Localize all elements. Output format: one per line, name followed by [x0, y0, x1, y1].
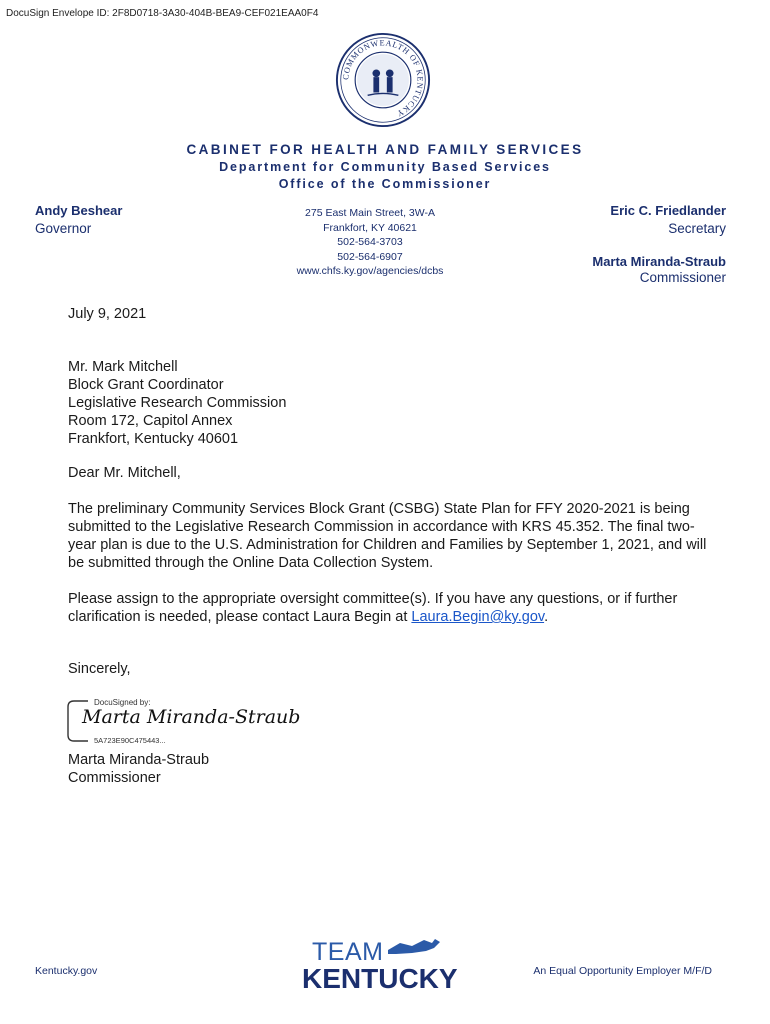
address-street: 275 East Main Street, 3W-A [305, 207, 435, 219]
address-phone-1: 502-564-3703 [337, 236, 403, 248]
team-kentucky-logo [300, 936, 475, 992]
governor-title: Governor [35, 221, 92, 236]
recipient-line: Frankfort, Kentucky 40601 [68, 431, 239, 447]
recipient-block [68, 358, 286, 448]
recipient-line: Room 172, Capitol Annex [68, 413, 233, 429]
secretary-name: Eric C. Friedlander [610, 203, 726, 218]
address-website[interactable]: www.chfs.ky.gov/agencies/dcbs [296, 265, 444, 277]
paragraph-2-end: . [544, 609, 549, 625]
logo-team-text: TEAM [312, 938, 384, 966]
paragraph-2-text: Please assign to the appropriate oversight committee(s). If you have any questions, or if further clarification is needed, please contact Laura Begin at [68, 591, 678, 625]
signer-name: Marta Miranda-Straub [68, 752, 210, 768]
recipient-line: Legislative Research Commission [68, 395, 287, 411]
footer-website[interactable]: Kentucky.gov [35, 965, 98, 977]
signature-id: 5A723E90C475443... [94, 736, 166, 745]
letter-date: July 9, 2021 [68, 306, 147, 322]
secretary-title: Secretary [668, 221, 726, 236]
department-title: Department for Community Based Services [219, 160, 551, 174]
recipient-line: Block Grant Coordinator [68, 377, 224, 393]
commissioner-title: Commissioner [639, 270, 726, 285]
cabinet-title: CABINET FOR HEALTH AND FAMILY SERVICES [186, 142, 584, 157]
recipient-line: Mr. Mark Mitchell [68, 359, 178, 375]
kentucky-state-icon [388, 939, 440, 954]
governor-name: Andy Beshear [35, 203, 123, 218]
address-block [270, 206, 470, 279]
handwritten-signature: Marta Miranda-Straub [82, 706, 301, 728]
paragraph-2 [68, 590, 718, 626]
salutation: Dear Mr. Mitchell, [68, 465, 181, 481]
kentucky-seal-logo [335, 32, 431, 128]
commissioner-name: Marta Miranda-Straub [592, 254, 726, 269]
docusign-envelope-id: DocuSign Envelope ID: 2F8D0718-3A30-404B-BEA9-CEF021EAA0F4 [6, 8, 319, 19]
office-title: Office of the Commissioner [278, 177, 492, 191]
closing: Sincerely, [68, 661, 131, 677]
address-phone-2: 502-564-6907 [337, 250, 403, 263]
seal-text: COMMONWEALTH OF KENTUCKY [341, 38, 425, 119]
address-city: Frankfort, KY 40621 [323, 221, 417, 234]
paragraph-1: The preliminary Community Services Block Grant (CSBG) State Plan for FFY 2020-2021 is being submitted to the Legislative Research Commission in accordance with KRS 45.352. The final two-year plan is due to the U.S. Administration for Children and Families by September 1, 2021, and will be submitted through the Online Data Collection System. [68, 501, 707, 571]
logo-kentucky-text: KENTUCKY [302, 963, 458, 992]
signer-title: Commissioner [68, 770, 161, 786]
email-link[interactable]: Laura.Begin@ky.gov [411, 609, 545, 625]
footer-equal-opportunity: An Equal Opportunity Employer M/F/D [533, 965, 712, 977]
docusign-label: DocuSigned by: [94, 698, 151, 707]
